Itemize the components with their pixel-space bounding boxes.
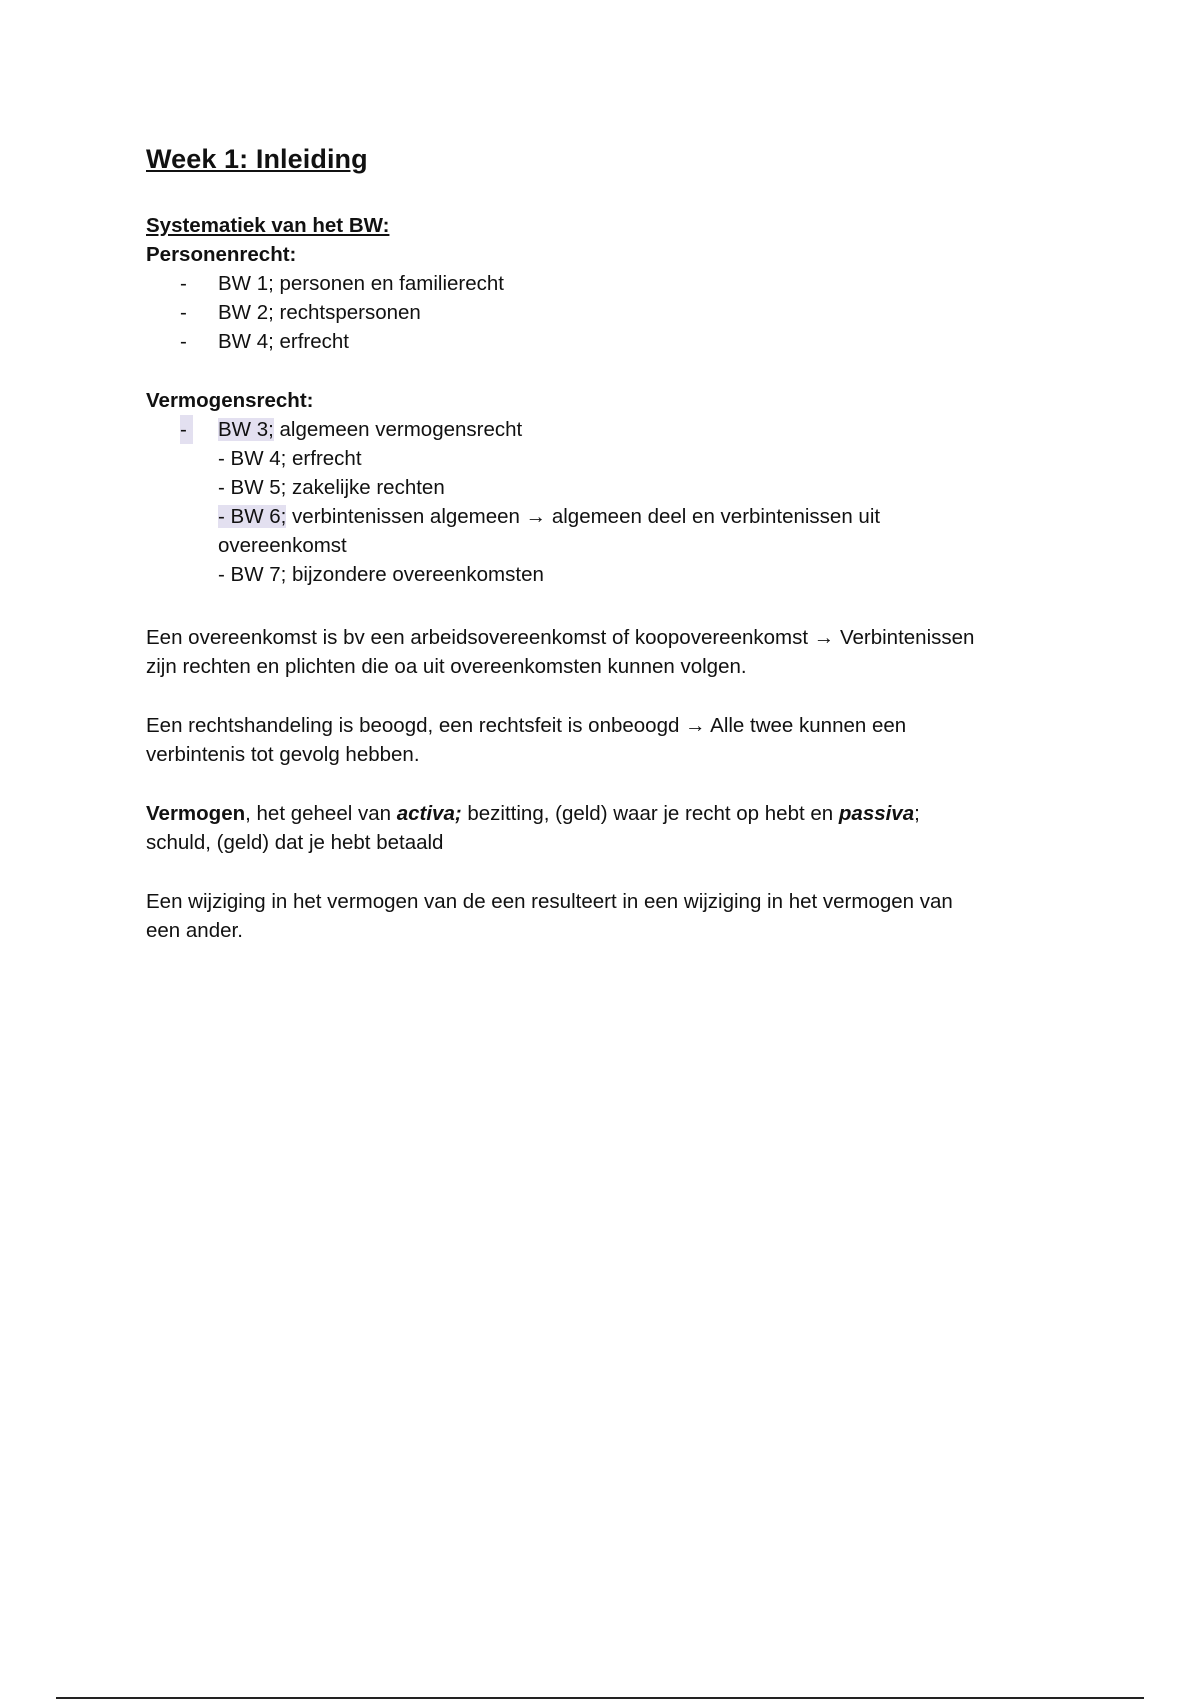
list-dash: - [180, 301, 187, 324]
section-heading-vermogensrecht: Vermogensrecht: [146, 389, 314, 412]
paragraph-rechtshandeling [146, 711, 1076, 769]
section-heading-personenrecht: Personenrecht: [146, 243, 297, 266]
list-item [146, 298, 504, 327]
list-dash: - [180, 330, 187, 353]
list-item [146, 269, 504, 298]
list-item [146, 327, 504, 356]
sub-list-item: - BW 7; bijzondere overeenkomsten [218, 563, 544, 586]
vermogensrecht-section [146, 386, 880, 589]
list-item-text: BW 4; erfrecht [218, 330, 350, 353]
paragraph-line: Een overeenkomst is bv een arbeidsovereenkomst of koopovereenkomst → Verbintenissen [146, 626, 975, 649]
bold-italic-term: passiva [838, 802, 915, 825]
paragraph-text: bezitting, (geld) waar je recht op hebt en [461, 802, 839, 825]
bold-italic-term: activa; [396, 802, 462, 825]
paragraph-vermogen [146, 799, 1076, 857]
paragraph-line: Een wijziging in het vermogen van de een resulteert in een wijziging in het vermogen van [146, 890, 953, 913]
sub-list-item [146, 502, 880, 531]
highlighted-text: BW 3; [218, 418, 274, 441]
sub-list-item: - BW 4; erfrecht [218, 447, 362, 470]
paragraph-text: , het geheel van [245, 802, 397, 825]
paragraph-line: zijn rechten en plichten die oa uit overeenkomsten kunnen volgen. [146, 655, 747, 678]
paragraph-line: schuld, (geld) dat je hebt betaald [146, 831, 444, 854]
paragraph-line: Een rechtshandeling is beoogd, een rechtsfeit is onbeoogd → Alle twee kunnen een [146, 714, 907, 737]
paragraph-line [146, 799, 1076, 828]
paragraph-wijziging [146, 887, 1076, 945]
paragraph-line: een ander. [146, 919, 243, 942]
sub-list-item: - BW 5; zakelijke rechten [218, 476, 445, 499]
personenrecht-section [146, 211, 504, 356]
sub-list-item-continuation: overeenkomst [218, 534, 347, 557]
paragraph-line: verbintenis tot gevolg hebben. [146, 743, 420, 766]
highlighted-text: - BW 6; [218, 505, 287, 528]
paragraph-text: ; [914, 802, 920, 825]
list-item-text: verbintenissen algemeen → algemeen deel en verbintenissen uit [286, 505, 881, 528]
list-item-text: BW 2; rechtspersonen [218, 301, 421, 324]
paragraph-overeenkomst [146, 623, 1076, 681]
page-title: Week 1: Inleiding [146, 144, 368, 174]
bold-term: Vermogen [146, 802, 246, 825]
list-item-text: BW 1; personen en familierecht [218, 272, 504, 295]
list-dash: - [180, 272, 187, 295]
section-heading-systematiek: Systematiek van het BW: [146, 214, 390, 237]
list-item [146, 415, 880, 444]
list-item-text: algemeen vermogensrecht [273, 418, 523, 441]
footer-divider [56, 1697, 1144, 1699]
list-dash: - [180, 415, 193, 444]
